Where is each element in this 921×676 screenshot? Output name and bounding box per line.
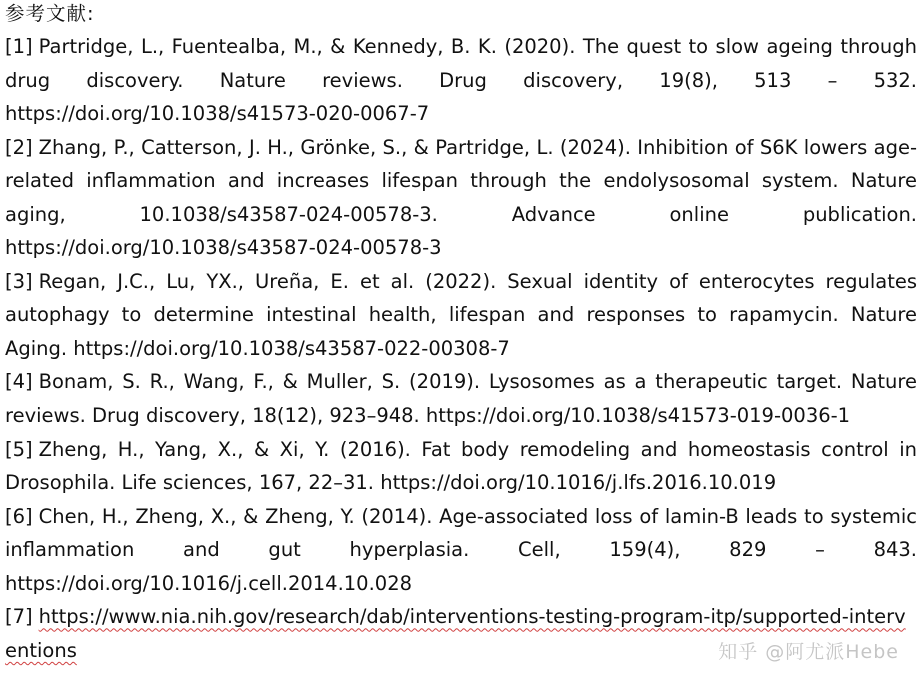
reference-text: Partridge, L., Fuentealba, M., & Kennedy, B. K. (2020). The quest to slow ageing through drug discovery. Nature reviews. Drug discovery, 19(8), 513 – 532. https://doi.org/10.1038/s41573-020-0067-7: [5, 35, 917, 126]
reference-item-3: [5, 265, 917, 366]
watermark: 知乎 @阿尤派Hebe: [718, 641, 899, 663]
reference-text: Chen, H., Zheng, X., & Zheng, Y. (2014). Age-associated loss of lamin-B leads to systemic inflammation and gut hyperplasia. Cell, 159(4), 829 – 843. https://doi.org/10.1016/j.cell.2014.10.028: [5, 504, 917, 595]
references-heading: 参考文献:: [5, 2, 95, 25]
reference-number: [4]: [5, 370, 33, 394]
reference-item-1: [5, 30, 917, 131]
reference-item-4: [5, 365, 917, 432]
reference-text: Regan, J.C., Lu, YX., Ureña, E. et al. (2022). Sexual identity of enterocytes regulates autophagy to determine intestinal health, lifespan and responses to rapamycin. Nature Aging. https://doi.org/10.1038/s43587-022-00308-7: [5, 269, 917, 360]
reference-number: [3]: [5, 269, 33, 293]
reference-link[interactable]: https://www.nia.nih.gov/research/dab/interventions-testing-program-itp/supported-interventions: [5, 605, 906, 662]
reference-text: Bonam, S. R., Wang, F., & Muller, S. (2019). Lysosomes as a therapeutic target. Nature reviews. Drug discovery, 18(12), 923–948. https://doi.org/10.1038/s41573-019-0036-1: [5, 370, 917, 428]
reference-text: Zhang, P., Catterson, J. H., Grönke, S., & Partridge, L. (2024). Inhibition of S6K lowers age-related inflammation and increases lifespan through the endolysosomal system. Nature aging, 10.1038/s43587-024-00578-3. Advance online publication. https://doi.org/10.1038/s43587-024-00578-3: [5, 135, 917, 260]
reference-document: [5, 0, 917, 667]
reference-text: Zheng, H., Yang, X., & Xi, Y. (2016). Fat body remodeling and homeostasis control in Drosophila. Life sciences, 167, 22–31. https://doi.org/10.1016/j.lfs.2016.10.019: [5, 437, 917, 495]
reference-item-6: [5, 500, 917, 601]
reference-number: [7]: [5, 605, 33, 629]
reference-number: [2]: [5, 135, 33, 159]
reference-number: [1]: [5, 35, 33, 58]
reference-number: [6]: [5, 504, 33, 528]
reference-number: [5]: [5, 437, 33, 461]
reference-item-5: [5, 433, 917, 500]
reference-item-2: [5, 131, 917, 265]
